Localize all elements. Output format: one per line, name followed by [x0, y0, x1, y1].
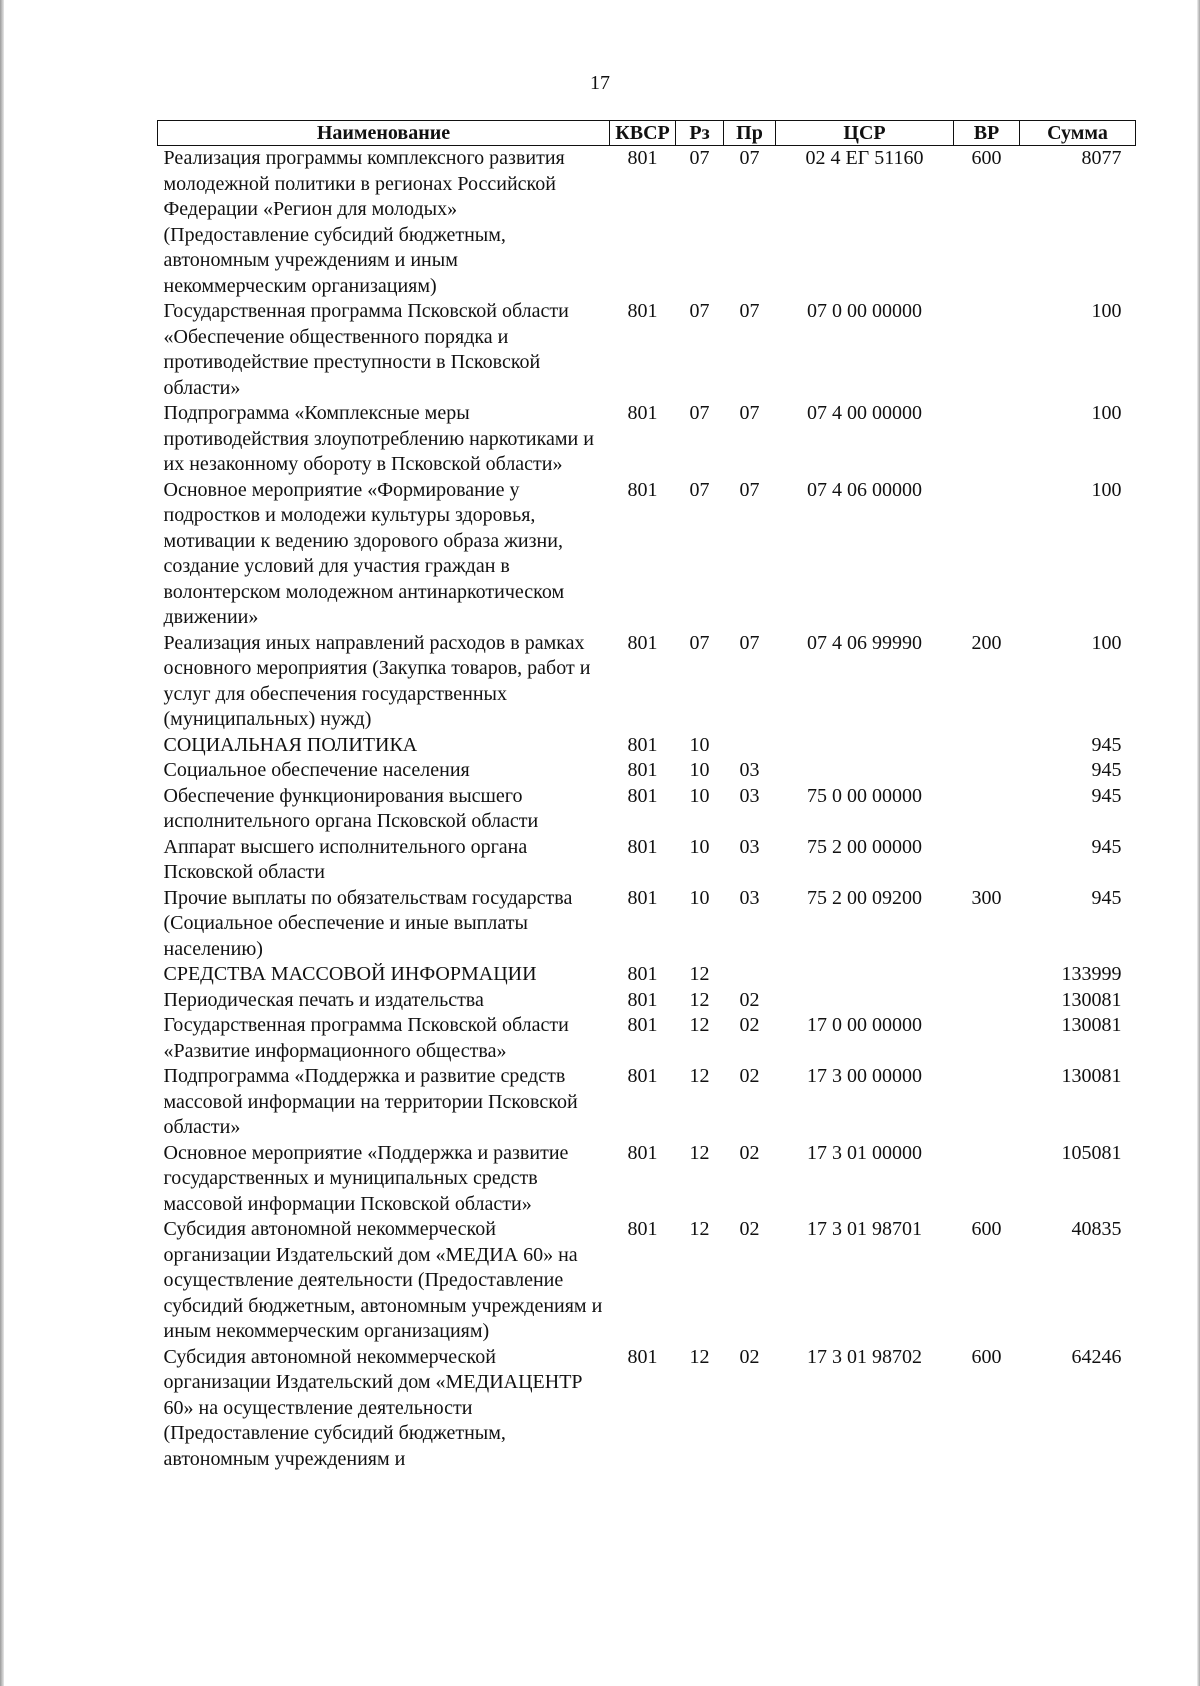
row-pr: 02 — [739, 988, 760, 1011]
row-kvsr: 801 — [627, 147, 658, 169]
scan-edge-left — [0, 0, 4, 1686]
row-csr — [776, 988, 954, 1014]
row-csr: 75 0 00 00000 — [807, 784, 922, 807]
row-sum: 130081 — [1061, 1014, 1122, 1036]
row-pr: 02 — [739, 1345, 760, 1368]
row-rz: 10 — [689, 835, 710, 858]
row-name: Государственная программа Псковской области «Развитие информационного общества» — [163, 1014, 569, 1062]
row-vr — [954, 758, 1020, 784]
row-vr — [954, 401, 1020, 478]
page-number: 17 — [590, 72, 610, 94]
table-row — [158, 784, 1136, 835]
row-pr: 02 — [739, 1065, 760, 1087]
row-rz: 12 — [689, 1218, 710, 1240]
row-name: Государственная программа Псковской области «Обеспечение общественного порядка и противодействие преступности в Псковской области» — [163, 300, 569, 399]
row-csr: 75 2 00 09200 — [807, 886, 922, 909]
table-row — [158, 988, 1136, 1014]
row-sum: 130081 — [1061, 988, 1122, 1011]
row-pr: 03 — [739, 784, 760, 807]
header-vr: ВР — [954, 121, 1020, 146]
table-row — [158, 478, 1136, 631]
row-rz: 10 — [689, 886, 710, 909]
row-kvsr: 801 — [627, 1345, 658, 1368]
row-csr — [776, 733, 954, 759]
table-row — [158, 1345, 1136, 1473]
row-sum: 945 — [1091, 759, 1122, 781]
row-rz: 10 — [689, 759, 710, 781]
table-row — [158, 962, 1136, 988]
row-csr: 17 0 00 00000 — [807, 1014, 922, 1036]
row-rz: 10 — [689, 733, 710, 756]
row-csr: 17 3 01 00000 — [807, 1141, 922, 1164]
row-vr — [954, 1064, 1020, 1141]
row-vr — [954, 478, 1020, 631]
row-kvsr: 801 — [627, 1141, 658, 1164]
row-csr: 07 4 06 00000 — [807, 478, 922, 501]
row-name: Реализация программы комплексного развития молодежной политики в регионах Российской Федерации «Регион для молодых» (Предоставление субсидий бюджетным, автономным учреждениям и иным некоммерческим организациям) — [163, 147, 565, 297]
row-pr: 02 — [739, 1141, 760, 1164]
row-csr — [776, 758, 954, 784]
row-kvsr: 801 — [627, 1065, 658, 1087]
table-row — [158, 886, 1136, 963]
row-kvsr: 801 — [627, 1014, 658, 1036]
header-csr: ЦСР — [776, 121, 954, 146]
row-rz: 12 — [689, 963, 710, 985]
table-row — [158, 401, 1136, 478]
row-pr — [724, 962, 776, 988]
row-name: Подпрограмма «Поддержка и развитие средств массовой информации на территории Псковской области» — [163, 1065, 578, 1138]
table-row — [158, 758, 1136, 784]
table-row — [158, 146, 1136, 300]
row-rz: 12 — [689, 1141, 710, 1164]
row-csr: 07 4 00 00000 — [807, 402, 922, 424]
row-name: СОЦИАЛЬНАЯ ПОЛИТИКА — [163, 733, 418, 756]
row-name: Периодическая печать и издательства — [163, 988, 484, 1011]
row-rz: 12 — [689, 1065, 710, 1087]
row-name: Обеспечение функционирования высшего исполнительного органа Псковской области — [163, 784, 539, 832]
row-kvsr: 801 — [627, 784, 658, 807]
row-name: Субсидия автономной некоммерческой организации Издательский дом «МЕДИАЦЕНТР 60» на осуществление деятельности (Предоставление субсидий бюджетным, автономным учреждениям и — [163, 1345, 583, 1470]
table-row — [158, 631, 1136, 733]
row-rz: 10 — [689, 784, 710, 807]
row-pr: 07 — [739, 402, 760, 424]
row-pr: 03 — [739, 835, 760, 858]
row-csr: 75 2 00 00000 — [807, 835, 922, 858]
row-sum: 40835 — [1071, 1218, 1122, 1240]
row-sum: 8077 — [1081, 147, 1122, 169]
row-vr — [954, 962, 1020, 988]
row-pr: 07 — [739, 300, 760, 322]
row-kvsr: 801 — [627, 478, 658, 501]
row-kvsr: 801 — [627, 631, 658, 654]
row-sum: 945 — [1091, 886, 1122, 909]
header-rz: Рз — [676, 121, 724, 146]
row-csr: 17 3 00 00000 — [807, 1065, 922, 1087]
row-name: Аппарат высшего исполнительного органа Псковской области — [163, 835, 528, 883]
row-name: СРЕДСТВА МАССОВОЙ ИНФОРМАЦИИ — [163, 963, 537, 985]
row-pr: 07 — [739, 147, 760, 169]
row-rz: 07 — [689, 300, 710, 322]
row-vr — [954, 784, 1020, 835]
row-sum: 100 — [1091, 402, 1122, 424]
header-kvsr: КВСР — [610, 121, 676, 146]
row-vr: 600 — [971, 1218, 1002, 1240]
row-sum: 100 — [1091, 631, 1122, 654]
row-pr — [724, 733, 776, 759]
row-sum: 100 — [1091, 300, 1122, 322]
row-csr — [776, 962, 954, 988]
table-row — [158, 1013, 1136, 1064]
row-kvsr: 801 — [627, 886, 658, 909]
row-csr: 02 4 ЕГ 51160 — [805, 147, 924, 169]
row-name: Подпрограмма «Комплексные меры противодействия злоупотреблению наркотиками и их незаконному обороту в Псковской области» — [163, 402, 594, 475]
row-name: Субсидия автономной некоммерческой организации Издательский дом «МЕДИА 60» на осуществление деятельности (Предоставление субсидий бюджетным, автономным учреждениям и иным некоммерческим организациям) — [163, 1218, 603, 1342]
row-rz: 12 — [689, 1345, 710, 1368]
row-csr: 07 0 00 00000 — [807, 300, 922, 322]
row-csr: 17 3 01 98701 — [807, 1218, 922, 1240]
row-vr — [954, 1013, 1020, 1064]
header-pr: Пр — [724, 121, 776, 146]
row-rz: 07 — [689, 402, 710, 424]
table-row — [158, 733, 1136, 759]
table-row — [158, 1141, 1136, 1218]
table-row — [158, 299, 1136, 401]
row-sum: 105081 — [1061, 1141, 1122, 1164]
row-kvsr: 801 — [627, 759, 658, 781]
row-sum: 945 — [1091, 733, 1122, 756]
row-kvsr: 801 — [627, 963, 658, 985]
row-sum: 130081 — [1061, 1065, 1122, 1087]
row-kvsr: 801 — [627, 402, 658, 424]
row-pr: 02 — [739, 1218, 760, 1240]
table-header — [158, 121, 1136, 146]
table-row — [158, 835, 1136, 886]
row-rz: 12 — [689, 988, 710, 1011]
row-vr — [954, 988, 1020, 1014]
header-sum: Сумма — [1020, 121, 1136, 146]
row-name: Прочие выплаты по обязательствам государства (Социальное обеспечение и иные выплаты населению) — [163, 886, 573, 960]
row-sum: 133999 — [1061, 963, 1122, 985]
row-vr: 200 — [971, 631, 1002, 654]
row-vr: 600 — [971, 147, 1002, 169]
row-vr — [954, 1141, 1020, 1218]
row-csr: 07 4 06 99990 — [807, 631, 922, 654]
row-vr: 600 — [971, 1345, 1002, 1368]
row-vr: 300 — [971, 886, 1002, 909]
row-pr: 03 — [739, 759, 760, 781]
row-kvsr: 801 — [627, 988, 658, 1011]
row-pr: 02 — [739, 1014, 760, 1036]
row-kvsr: 801 — [627, 733, 658, 756]
row-name: Основное мероприятие «Формирование у подростков и молодежи культуры здоровья, мотивации к ведению здорового образа жизни, создание условий для участия граждан в волонтерском молодежном антинаркотическом движении» — [163, 478, 565, 628]
table-row — [158, 1217, 1136, 1345]
row-pr: 07 — [739, 478, 760, 501]
row-name: Основное мероприятие «Поддержка и развитие государственных и муниципальных средств массовой информации Псковской области» — [163, 1141, 569, 1215]
header-name: Наименование — [158, 121, 610, 146]
row-vr — [954, 733, 1020, 759]
row-vr — [954, 835, 1020, 886]
table-body — [158, 146, 1136, 1473]
row-name: Социальное обеспечение населения — [163, 759, 470, 781]
row-pr: 03 — [739, 886, 760, 909]
row-sum: 64246 — [1071, 1345, 1122, 1368]
row-name: Реализация иных направлений расходов в рамках основного мероприятия (Закупка товаров, работ и услуг для обеспечения государственных (муниципальных) нужд) — [163, 631, 591, 730]
row-sum: 945 — [1091, 784, 1122, 807]
row-kvsr: 801 — [627, 300, 658, 322]
row-rz: 07 — [689, 147, 710, 169]
row-kvsr: 801 — [627, 1218, 658, 1240]
budget-table — [157, 120, 1136, 1472]
row-rz: 07 — [689, 478, 710, 501]
table-row — [158, 1064, 1136, 1141]
row-sum: 945 — [1091, 835, 1122, 858]
row-rz: 12 — [689, 1014, 710, 1036]
row-rz: 07 — [689, 631, 710, 654]
row-vr — [954, 299, 1020, 401]
row-pr: 07 — [739, 631, 760, 654]
row-sum: 100 — [1091, 478, 1122, 501]
row-csr: 17 3 01 98702 — [807, 1345, 922, 1368]
row-kvsr: 801 — [627, 835, 658, 858]
